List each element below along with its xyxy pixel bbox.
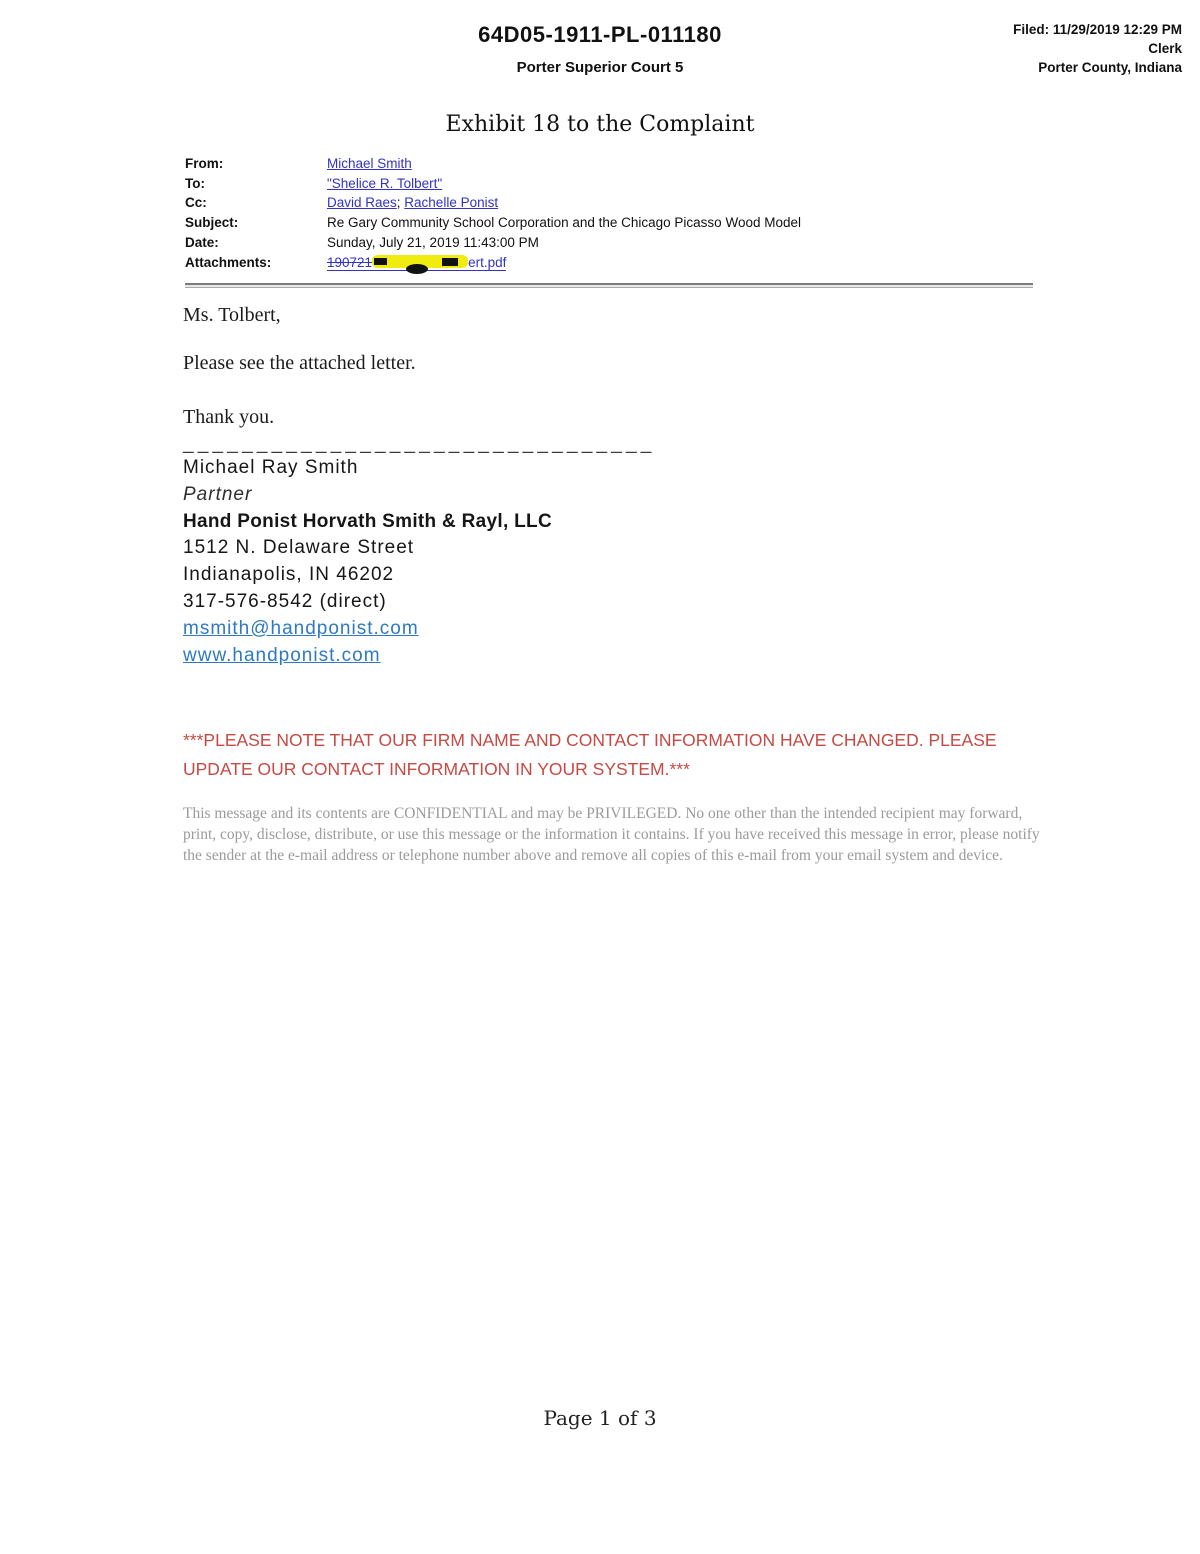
from-sender-link[interactable]: Michael Smith (327, 156, 412, 171)
email-header-row-to (185, 174, 801, 194)
filing-stamp (1013, 20, 1182, 77)
signature-address-line-2: Indianapolis, IN 46202 (183, 564, 395, 586)
attachment-filename-suffix: ert.pdf (468, 254, 507, 270)
from-label: From: (185, 156, 224, 171)
signature-email-link[interactable]: msmith@handponist.com (183, 617, 419, 639)
cc-recipient-link-1[interactable]: David Raes (327, 195, 397, 211)
filed-timestamp: Filed: 11/29/2019 12:29 PM (1013, 22, 1182, 37)
body-line-2: Thank you. (183, 406, 275, 428)
attachments-label: Attachments: (185, 254, 272, 270)
subject-label: Subject: (185, 215, 239, 231)
signature-website-link[interactable]: www.handponist.com (183, 644, 381, 666)
to-recipient-link[interactable]: "Shelice R. Tolbert" (327, 175, 443, 191)
exhibit-title: Exhibit 18 to the Complaint (445, 112, 755, 137)
email-header-row-from (185, 154, 801, 174)
subject-value: Re Gary Community School Corporation and the Chicago Picasso Wood Model (327, 215, 801, 231)
email-body (183, 302, 1053, 669)
redaction-mark (374, 258, 387, 265)
to-label: To: (185, 175, 205, 191)
signature-name: Michael Ray Smith (183, 457, 359, 478)
attachment-filename-prefix: 190721 (327, 254, 373, 270)
body-line-1: Please see the attached letter. (183, 352, 416, 374)
redaction-highlight (372, 255, 468, 268)
filed-county: Porter County, Indiana (1038, 60, 1182, 75)
redaction-mark (406, 264, 428, 274)
signature-job-title: Partner (183, 483, 253, 505)
email-header-row-subject (185, 213, 801, 233)
case-number: 64D05-1911-PL-011180 (478, 22, 722, 47)
signature-block (183, 455, 1053, 669)
email-header (185, 154, 801, 272)
court-name: Porter Superior Court 5 (516, 59, 684, 76)
greeting-line: Ms. Tolbert, (183, 304, 281, 326)
filed-clerk: Clerk (1148, 41, 1182, 56)
signature-address-line-1: 1512 N. Delaware Street (183, 537, 415, 559)
cc-label: Cc: (185, 195, 207, 211)
signature-firm-name: Hand Ponist Horvath Smith & Rayl, LLC (183, 510, 552, 532)
email-header-row-cc (185, 193, 801, 213)
header-body-divider (185, 283, 1033, 288)
page-number: Page 1 of 3 (543, 1406, 657, 1430)
date-value: Sunday, July 21, 2019 11:43:00 PM (327, 234, 539, 250)
cc-separator: ; (396, 195, 405, 211)
signature-divider: ________________________________ (183, 433, 656, 454)
signature-phone: 317-576-8542 (direct) (183, 590, 387, 612)
redaction-mark (442, 258, 458, 266)
email-header-row-date (185, 233, 801, 253)
email-header-row-attachments (185, 253, 801, 273)
cc-recipient-link-2[interactable]: Rachelle Ponist (404, 195, 499, 211)
confidentiality-disclaimer: This message and its contents are CONFIDENTIAL and may be PRIVILEGED. No one other than the intended recipient may forward, print, copy, disclose, distribute, or use this message or the information it contains. If you have received this message in error, please notify the sender at the e-mail address or telephone number above and remove all copies of this e-mail from your email system and device. (183, 805, 1040, 864)
firm-change-notice: ***PLEASE NOTE THAT OUR FIRM NAME AND CONTACT INFORMATION HAVE CHANGED. PLEASE UPDATE OUR CONTACT INFORMATION IN YOUR SYSTEM.*** (183, 730, 997, 779)
date-label: Date: (185, 234, 219, 250)
attachment-file-link[interactable] (327, 255, 506, 271)
